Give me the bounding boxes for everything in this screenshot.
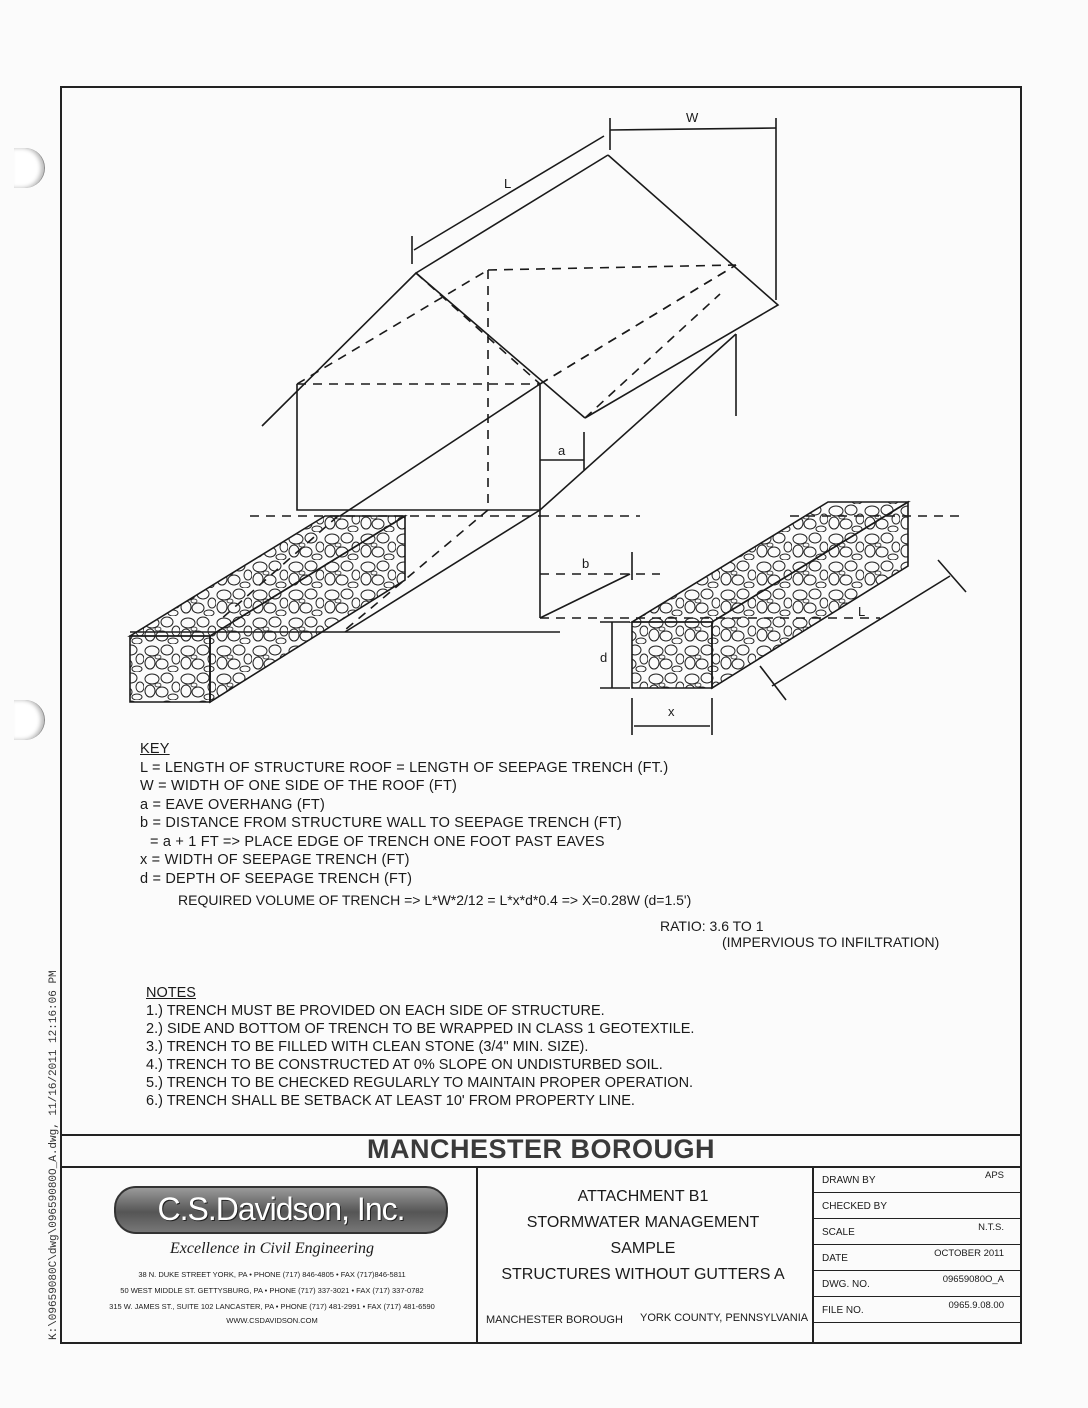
- company-tagline: Excellence in Civil Engineering: [170, 1240, 374, 1257]
- footer-municipality: MANCHESTER BOROUGH: [486, 1314, 623, 1326]
- dim-label-l-trench: L: [858, 604, 866, 619]
- info-row-scale: [814, 1218, 1020, 1245]
- note-5: 5.) TRENCH TO BE CHECKED REGULARLY TO MAINTAIN PROPER OPERATION.: [146, 1075, 694, 1091]
- attachment-title-block: [478, 1184, 808, 1288]
- info-row-date: [814, 1244, 1020, 1271]
- title-block: [62, 1166, 1020, 1342]
- info-row-file-no: [814, 1296, 1020, 1323]
- volume-formula: REQUIRED VOLUME OF TRENCH => L*W*2/12 = L*x*d*0.4 => X=0.28W (d=1.5'): [178, 892, 692, 908]
- address-york: 38 N. DUKE STREET YORK, PA • PHONE (717) 846-4805 • FAX (717)846-5811: [138, 1270, 406, 1279]
- info-value: OCTOBER 2011: [934, 1248, 1004, 1259]
- house-side-wall-bottom: [540, 334, 736, 510]
- address-lancaster: 315 W. JAMES ST., SUITE 102 LANCASTER, PA • PHONE (717) 481-2991 • FAX (717) 481-6590: [109, 1302, 435, 1311]
- ratio-text: RATIO: 3.6 TO 1: [660, 918, 764, 934]
- file-path-stamp: K:\09659080C\dwg\09659080O_A.dwg, 11/16/2011 12:16:06 PM: [48, 970, 60, 1340]
- info-row-checked-by: [814, 1192, 1020, 1219]
- roof-front-gable: [262, 273, 585, 426]
- info-key: SCALE: [822, 1227, 855, 1238]
- info-value: APS: [984, 1170, 1004, 1181]
- dim-label-x: x: [668, 704, 675, 719]
- note-3: 3.) TRENCH TO BE FILLED WITH CLEAN STONE (3/4" MIN. SIZE).: [146, 1039, 589, 1055]
- footer-county: YORK COUNTY, PENNSYLVANIA: [640, 1312, 809, 1324]
- roof-ridge: [416, 155, 608, 273]
- company-logo: C.S.Davidson, Inc.: [114, 1186, 448, 1234]
- dim-label-l-roof: L: [504, 176, 512, 191]
- key-line-x: x = WIDTH OF SEEPAGE TRENCH (FT): [140, 852, 410, 868]
- info-key: CHECKED BY: [822, 1201, 888, 1212]
- roof-back-slope: [585, 155, 778, 418]
- info-key: DRAWN BY: [822, 1175, 876, 1186]
- drawing-info-table: [814, 1166, 1020, 1342]
- dim-label-d: d: [600, 650, 608, 665]
- borough-title: MANCHESTER BOROUGH: [366, 1134, 715, 1164]
- title-bar: [62, 1134, 1020, 1168]
- info-value: N.T.S.: [978, 1222, 1004, 1233]
- info-value: 0965.9.08.00: [948, 1300, 1004, 1311]
- info-key: FILE NO.: [822, 1305, 864, 1316]
- dim-label-a: a: [558, 443, 566, 458]
- key-section: [140, 740, 668, 888]
- key-line-a: a = EAVE OVERHANG (FT): [140, 796, 326, 813]
- note-2: 2.) SIDE AND BOTTOM OF TRENCH TO BE WRAPPED IN CLASS 1 GEOTEXTILE.: [146, 1021, 695, 1037]
- notes-section: [146, 984, 694, 1110]
- note-6: 6.) TRENCH SHALL BE SETBACK AT LEAST 10' FROM PROPERTY LINE.: [146, 1093, 635, 1109]
- ratio-subtext: (IMPERVIOUS TO INFILTRATION): [722, 934, 940, 950]
- notes-heading: NOTES: [146, 985, 196, 1001]
- house-front-wall: [297, 384, 540, 510]
- key-line-w: W = WIDTH OF ONE SIDE OF THE ROOF (FT): [140, 778, 458, 794]
- dim-label-b: b: [582, 556, 590, 571]
- info-row-dwg-no: [814, 1270, 1020, 1297]
- attachment-subject: STORMWATER MANAGEMENT: [526, 1214, 760, 1231]
- note-4: 4.) TRENCH TO BE CONSTRUCTED AT 0% SLOPE ON UNDISTURBED SOIL.: [146, 1057, 663, 1073]
- company-website: WWW.CSDAVIDSON.COM: [226, 1316, 318, 1325]
- note-1: 1.) TRENCH MUST BE PROVIDED ON EACH SIDE OF STRUCTURE.: [146, 1003, 605, 1019]
- attachment-description: STRUCTURES WITHOUT GUTTERS A: [501, 1266, 785, 1283]
- key-line-b: b = DISTANCE FROM STRUCTURE WALL TO SEEPAGE TRENCH (FT): [140, 815, 622, 831]
- key-line-d: d = DEPTH OF SEEPAGE TRENCH (FT): [140, 870, 413, 887]
- attachment-number: ATTACHMENT B1: [577, 1188, 709, 1205]
- info-row-drawn-by: [814, 1166, 1020, 1193]
- info-value: 09659080O_A: [942, 1274, 1004, 1285]
- info-key: DATE: [822, 1253, 848, 1264]
- info-key: DWG. NO.: [822, 1279, 870, 1290]
- key-line-b-formula: = a + 1 FT => PLACE EDGE OF TRENCH ONE FOOT PAST EAVES: [150, 833, 605, 850]
- key-heading: KEY: [140, 741, 170, 757]
- dim-label-w: W: [686, 110, 699, 125]
- address-gettysburg: 50 WEST MIDDLE ST. GETTYSBURG, PA • PHONE (717) 337-3021 • FAX (717) 337-0782: [120, 1286, 424, 1295]
- attachment-type: SAMPLE: [610, 1240, 676, 1257]
- key-line-l: L = LENGTH OF STRUCTURE ROOF = LENGTH OF SEEPAGE TRENCH (FT.): [140, 759, 669, 776]
